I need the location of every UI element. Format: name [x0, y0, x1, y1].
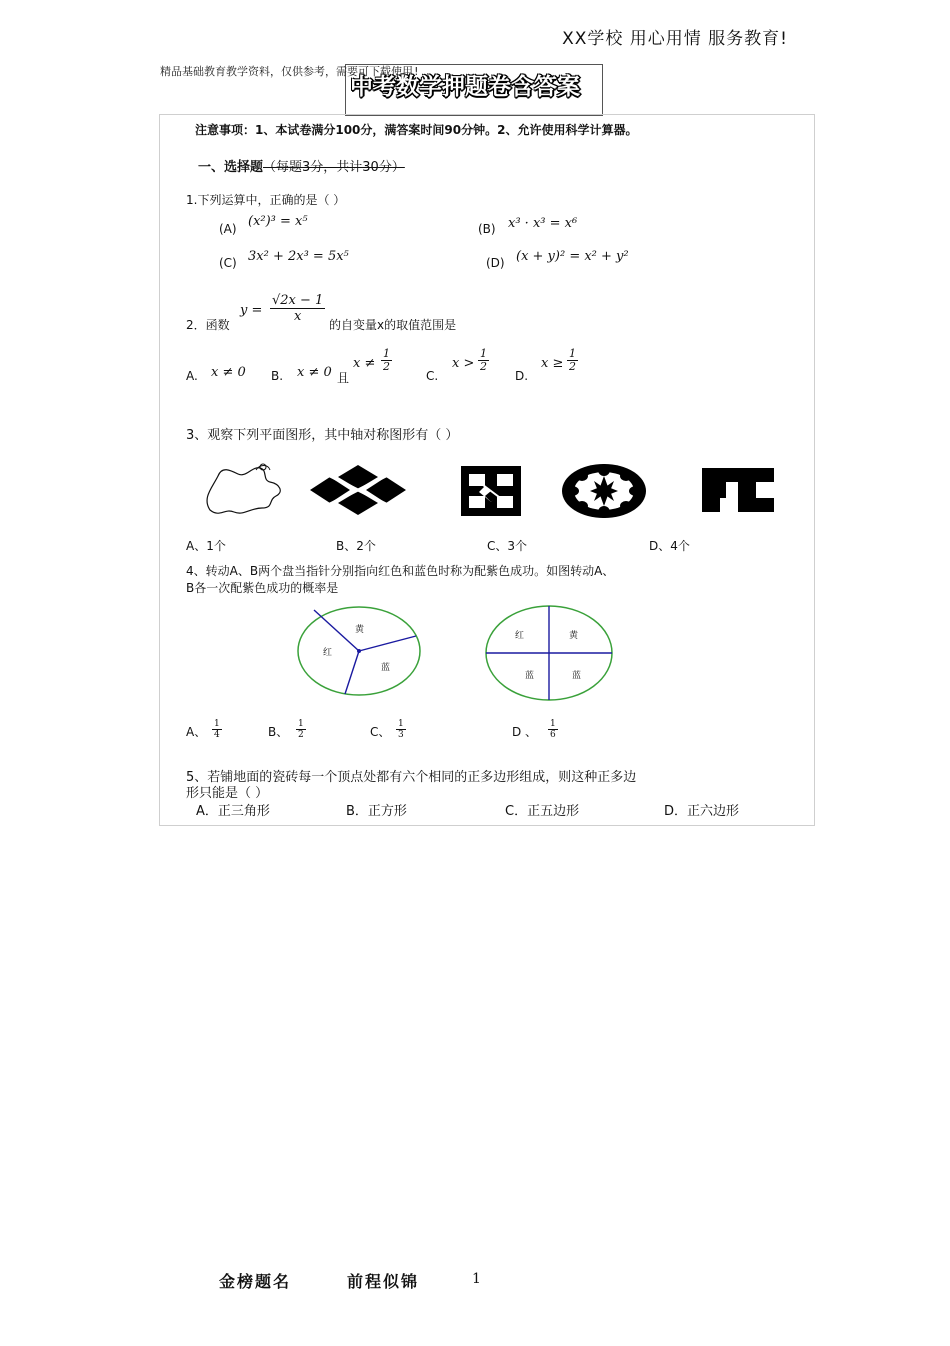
watermark: 精品基础教育教学资料，仅供参考，需要可下载使用!: [160, 65, 420, 78]
q1-option-a-label: (A): [219, 222, 237, 236]
q3-figure-star: [560, 462, 648, 520]
q2-c-half-num: 1: [480, 347, 487, 360]
q2-c-half-den: 2: [480, 360, 487, 373]
q2-option-d-expr: x ≥: [541, 356, 564, 371]
q3-figure-knot: [459, 464, 523, 518]
q2-option-c-label: C.: [426, 369, 439, 383]
q2-option-c-expr: x >: [452, 356, 475, 371]
q2-option-a-label: A.: [186, 369, 198, 383]
q3-option-d: D、4个: [649, 539, 690, 553]
q4-c-num: 1: [398, 719, 404, 729]
q3-figure-blob: [200, 458, 286, 520]
q5-option-b: B．正方形: [346, 804, 407, 819]
q1-option-d-expr: (x + y)² = x² + y²: [516, 249, 629, 264]
q4-option-b-label: B、: [268, 725, 289, 739]
q5-option-a: A．正三角形: [196, 804, 270, 819]
q1-option-b-label: (B): [478, 222, 496, 236]
footer-motto-2: 前程似锦: [347, 1272, 420, 1291]
q4-option-b-frac: [296, 719, 306, 740]
page-title: 中考数学押题卷含答案: [350, 74, 580, 100]
q2-option-b-expr1: x ≠ 0: [297, 365, 332, 380]
q4-b-num: 1: [298, 719, 304, 729]
q2-d-half-den: 2: [569, 360, 576, 373]
q3-figure-diamonds: [310, 465, 406, 515]
q4-a-num: 1: [214, 719, 220, 729]
page-number: 1: [472, 1271, 481, 1287]
q1-option-a-expr: (x²)³ = x⁵: [248, 214, 308, 229]
q5-stem-line1: 5、若铺地面的瓷砖每一个顶点处都有六个相同的正多边形组成，则这种正多边: [186, 770, 637, 785]
q4-option-c-frac: [396, 719, 406, 740]
q1-stem: 1.下列运算中，正确的是（ ）: [186, 193, 346, 207]
q4-option-c-label: C、: [370, 725, 391, 739]
q2-d-half-num: 1: [569, 347, 576, 360]
q2-function-y: y =: [240, 303, 263, 318]
q4-spinner-b-yellow: 黄: [569, 631, 579, 641]
q4-option-a-frac: [212, 719, 222, 740]
q3-option-a: A、1个: [186, 539, 226, 553]
q2-fraction-denominator: x: [293, 309, 302, 324]
q2-option-d-half: [567, 348, 578, 373]
q4-option-d-frac: [548, 719, 558, 740]
exam-notice: 注意事项：1、本试卷满分100分，满答案时间90分钟。2、允许使用科学计算器。: [195, 123, 638, 137]
section-title: 一、选择题: [198, 160, 264, 175]
q4-spinner-b-red: 红: [515, 631, 525, 641]
q2-option-b-expr2: x ≠: [353, 356, 376, 371]
footer-motto-1: 金榜题名: [219, 1272, 292, 1291]
q4-option-d-label: D 、: [512, 725, 538, 739]
q2-option-b-and: 且: [337, 371, 350, 385]
q2-function-fraction: [270, 293, 325, 324]
q3-option-b: B、2个: [336, 539, 376, 553]
q4-d-num: 1: [550, 719, 556, 729]
q4-b-den: 2: [298, 730, 304, 740]
q4-spinner-b-blue-1: 蓝: [525, 671, 535, 681]
q4-spinner-a-blue: 蓝: [381, 663, 391, 673]
q5-stem-line2: 形只能是（ ）: [186, 786, 269, 801]
q2-b-half-num: 1: [383, 347, 390, 360]
q4-a-den: 4: [214, 730, 220, 740]
q2-option-a-expr: x ≠ 0: [211, 365, 246, 380]
q1-option-c-expr: 3x² + 2x³ = 5x⁵: [248, 249, 349, 264]
q4-spinner-b: [484, 604, 614, 702]
q5-option-c: C．正五边形: [505, 804, 580, 819]
q4-spinner-a-yellow: 黄: [355, 625, 365, 635]
q2-option-c-half: [478, 348, 489, 373]
q3-stem: 3、观察下列平面图形，其中轴对称图形有（ ）: [186, 428, 459, 443]
q1-option-b-expr: x³ · x³ = x⁶: [508, 216, 578, 231]
q2-option-b-half: [381, 348, 392, 373]
q4-option-a-label: A、: [186, 725, 207, 739]
q2-stem-suffix: 的自变量x的取值范围是: [329, 318, 457, 332]
section-score-note: （每题3分，共计30分）: [263, 160, 405, 175]
q2-fraction-numerator: √2x − 1: [272, 293, 324, 308]
q1-option-c-label: (C): [219, 256, 237, 270]
school-slogan: XX学校 用心用情 服务教育!: [562, 29, 788, 49]
q3-option-c: C、3个: [487, 539, 528, 553]
q4-stem-line1: 4、转动A、B两个盘当指针分别指向红色和蓝色时称为配紫色成功。如图转动A、: [186, 564, 615, 578]
q4-spinner-a-red: 红: [323, 648, 333, 658]
section-heading: [198, 156, 405, 175]
q4-d-den: 6: [550, 730, 556, 740]
q2-stem-prefix: 2．函数: [186, 318, 230, 332]
q4-stem-line2: B各一次配紫色成功的概率是: [186, 581, 339, 595]
q4-c-den: 3: [398, 730, 404, 740]
q2-option-d-label: D.: [515, 369, 529, 383]
q4-spinner-b-blue-2: 蓝: [572, 671, 582, 681]
q5-option-d: D．正六边形: [664, 804, 740, 819]
q2-b-half-den: 2: [383, 360, 390, 373]
q2-option-b-label: B.: [271, 369, 284, 383]
q4-spinner-a: [296, 605, 422, 697]
q3-figure-blocks: [702, 468, 774, 512]
q1-option-d-label: (D): [486, 256, 505, 270]
